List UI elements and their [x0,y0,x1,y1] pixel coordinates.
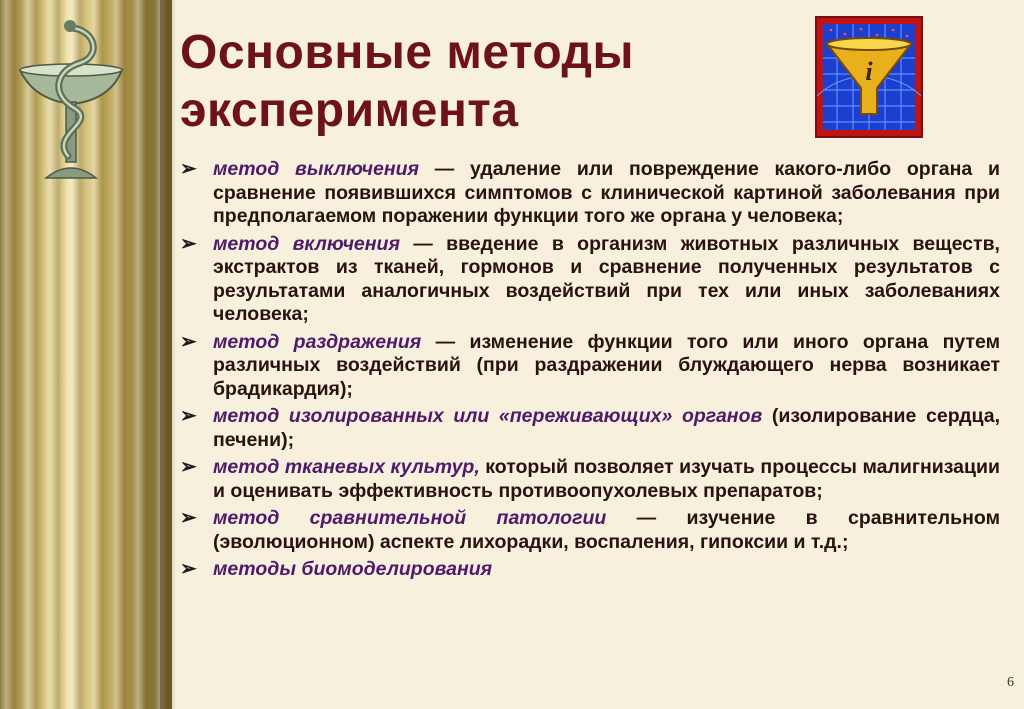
bullet-arrow-icon: ➢ [180,558,197,580]
bullet-arrow-icon: ➢ [180,507,197,529]
bullet-arrow-icon: ➢ [180,405,197,427]
column-shadow [160,0,176,709]
list-item [180,331,1000,402]
slide-title [180,24,800,140]
method-description: — введение в организм животных различных веществ, экстрактов из тканей, гормонов и сравнение полученных результатов с результатами аналогичных воздействий при тех или иных заболеваниях человека; [213,232,1000,325]
method-description: — изучение в сравнительном (эволюционном) аспекте лихорадки, воспаления, гипоксии и т.д.; [213,507,1000,553]
page-number: 6 [1007,675,1014,690]
method-term: методы биомоделирования [213,558,493,580]
method-term: метод раздражения [213,330,422,353]
methods-list [180,158,1000,586]
method-term: метод включения [213,232,400,255]
bullet-arrow-icon: ➢ [180,456,197,478]
list-item [180,405,1000,452]
method-term: метод выключения [213,158,419,180]
list-item [180,507,1000,554]
title-line-1: Основные методы [180,26,634,79]
method-description: который позволяет изучать процессы малигнизации и оценивать эффективность противоопухолевых препаратов; [213,456,1000,502]
funnel-info-icon [815,16,923,138]
method-description: — изменение функции того или иного органа путем различных воздействий (при раздражении блуждающего нерва возникает брадикардия); [213,330,1000,400]
bullet-arrow-icon: ➢ [180,232,197,255]
bullet-arrow-icon: ➢ [180,158,197,180]
list-item [180,233,1000,327]
bullet-arrow-icon: ➢ [180,330,197,353]
list-item [180,456,1000,503]
list-item [180,158,1000,229]
title-line-2: эксперимента [180,84,519,137]
list-item [180,558,1000,582]
bowl-of-hygieia-icon [10,8,130,198]
method-term: метод тканевых культур, [213,456,480,478]
method-term: метод изолированных или «переживающих» органов [213,405,763,427]
method-description: — удаление или повреждение какого-либо органа и сравнение появившихся симптомов с клинической картиной заболевания при предполагаемом поражении функции того же органа у человека; [213,158,1000,227]
method-description: (изолирование сердца, печени); [213,405,1000,451]
method-term: метод сравнительной патологии [213,507,607,529]
svg-text:i: i [865,57,873,86]
